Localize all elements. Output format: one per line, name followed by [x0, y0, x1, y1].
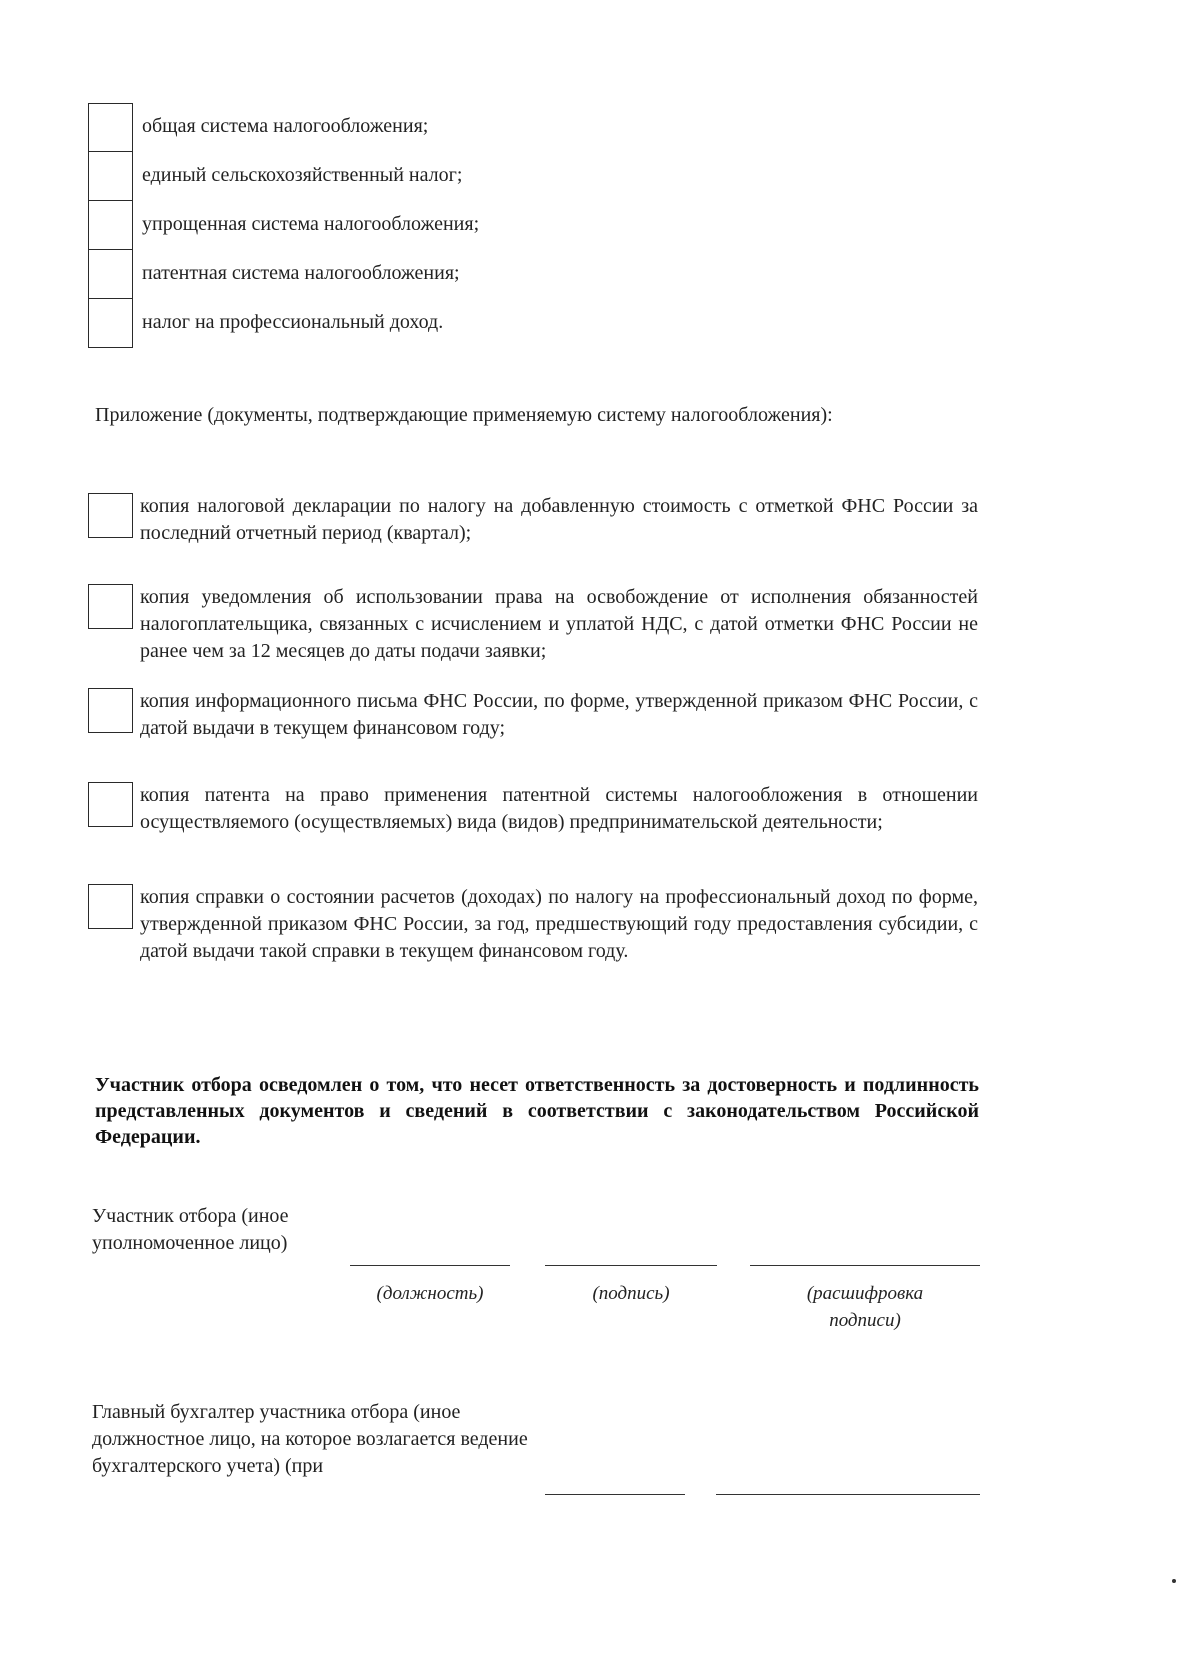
attachment-text: копия справки о состоянии расчетов (доходах) по налогу на профессиональный доход по форме, утвержденной приказом ФНС России, за год, предшествующий году предоставления субсидии, с датой выдачи такой справки в текущем финансовом году.	[140, 886, 978, 962]
checkbox[interactable]	[88, 103, 133, 152]
position-line[interactable]	[350, 1265, 510, 1266]
signature-line[interactable]	[545, 1265, 717, 1266]
tax-option-label: упрощенная система налогообложения;	[142, 213, 480, 235]
accountant-decoding-line[interactable]	[716, 1494, 980, 1495]
checkbox[interactable]	[88, 688, 133, 733]
attachment-text: копия уведомления об использовании права на освобождение от исполнения обязанностей налогоплательщика, связанных с исчислением и уплатой НДС, с датой отметки ФНС России не ранее чем за 12 месяцев до даты подачи заявки;	[140, 586, 978, 662]
chief-accountant-label: Главный бухгалтер участника отбора (иное должностное лицо, на которое возлагается ведение бухгалтерского учета) (при	[92, 1401, 528, 1477]
tax-option-label: налог на профессиональный доход.	[142, 311, 444, 333]
signature-caption: (подпись)	[592, 1283, 670, 1304]
attachment-text: копия патента на право применения патентной системы налогообложения в отношении осуществляемого (осуществляемых) вида (видов) предпринимательской деятельности;	[140, 784, 978, 833]
scan-speck	[1172, 1579, 1176, 1583]
participant-signature-label: Участник отбора (иное уполномоченное лицо)	[92, 1205, 289, 1254]
attachment-text: копия налоговой декларации по налогу на добавленную стоимость с отметкой ФНС России за последний отчетный период (квартал);	[140, 495, 978, 544]
checkbox[interactable]	[88, 884, 133, 929]
checkbox[interactable]	[88, 250, 133, 299]
decoding-line[interactable]	[750, 1265, 980, 1266]
checkbox[interactable]	[88, 782, 133, 827]
checkbox[interactable]	[88, 201, 133, 250]
responsibility-notice: Участник отбора осведомлен о том, что несет ответственность за достоверность и подлинность представленных документов и сведений в соответствии с законодательством Российской Федерации.	[95, 1074, 979, 1148]
checkbox[interactable]	[88, 152, 133, 201]
checkbox[interactable]	[88, 493, 133, 538]
checkbox[interactable]	[88, 299, 133, 348]
checkbox[interactable]	[88, 584, 133, 629]
position-caption: (должность)	[376, 1283, 484, 1304]
decoding-caption: (расшифровка подписи)	[806, 1283, 924, 1331]
attachments-heading: Приложение (документы, подтверждающие применяемую систему налогообложения):	[95, 404, 833, 426]
accountant-signature-line[interactable]	[545, 1494, 685, 1495]
tax-option-label: общая система налогообложения;	[142, 115, 429, 137]
tax-option-label: патентная система налогообложения;	[142, 262, 460, 284]
tax-option-label: единый сельскохозяйственный налог;	[142, 164, 463, 186]
attachment-text: копия информационного письма ФНС России, по форме, утвержденной приказом ФНС России, с датой выдачи в текущем финансовом году;	[140, 690, 978, 739]
